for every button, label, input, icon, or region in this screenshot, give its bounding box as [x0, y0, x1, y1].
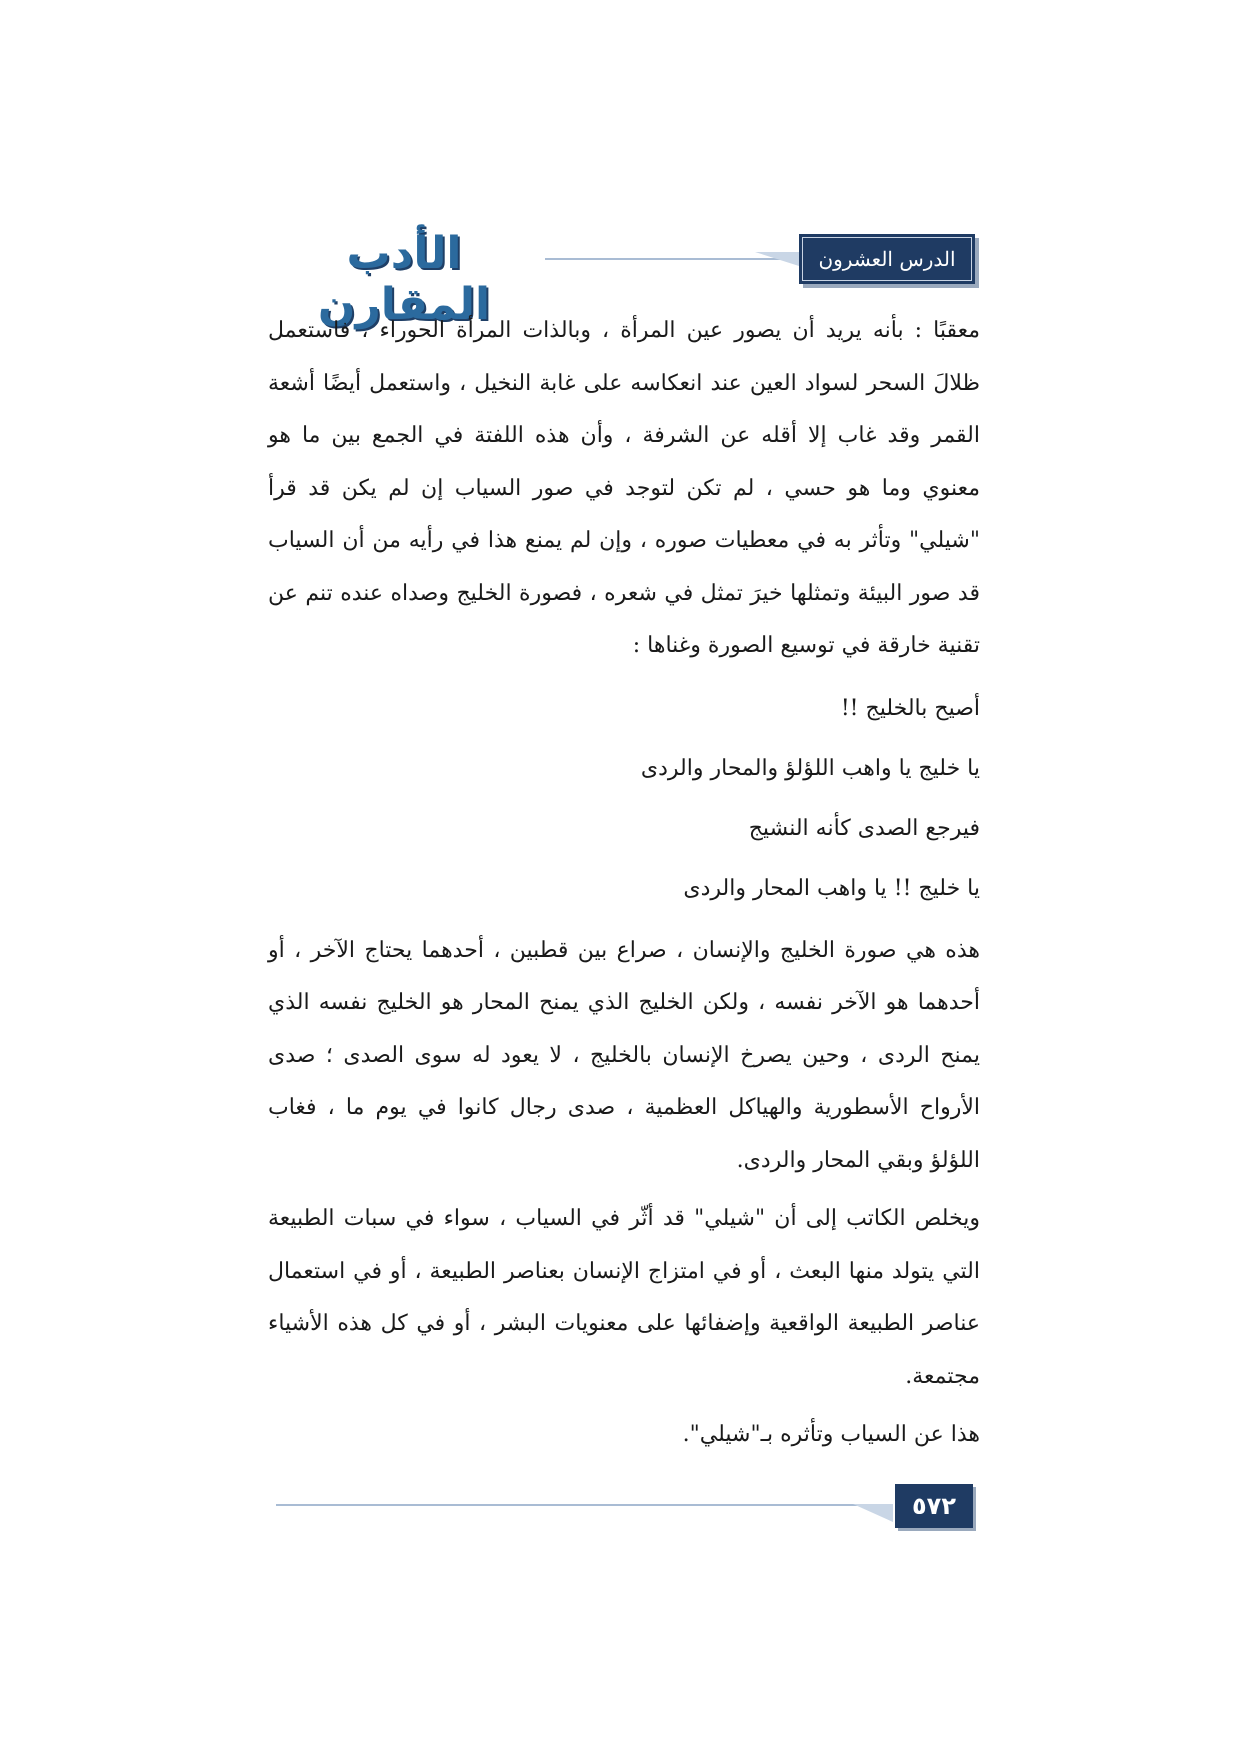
verse-line-2: يا خليج يا واهب اللؤلؤ والمحار والردى — [640, 755, 980, 781]
paragraph-3: ويخلص الكاتب إلى أن "شيلي" قد أثّر في السياب ، سواء في سبات الطبيعة التي يتولد منها البعث ، أو في امتزاج الإنسان بعناصر الطبيعة ، أو في استعمال عناصر الطبيعة الواقعية وإضفائها على معنويات البشر ، أو في كل هذه الأشياء مجتمعة. — [268, 1206, 980, 1389]
footer-wedge — [853, 1504, 893, 1522]
lesson-badge — [799, 234, 975, 284]
page-footer — [276, 1484, 973, 1532]
page-header — [270, 228, 975, 330]
lesson-label: الدرس العشرون — [802, 237, 972, 281]
verse-line-1: أصيح بالخليج !! — [840, 695, 980, 721]
verse-line-4: يا خليج !! يا واهب المحار والردى — [683, 875, 980, 901]
paragraph-1: معقبًا : بأنه يريد أن يصور عين المرأة ، وبالذات المرأة الحوراء ، فاستعمل ظلالَ السحر لسواد العين عند انعكاسه على غابة النخيل ، واستعمل أيضًا أشعة القمر وقد غاب إلا أقله عن الشرفة ، وأن هذه اللفتة في الجمع بين ما هو معنوي وما هو حسي ، لم تكن لتوجد في صور السياب إن لم يكن قد قرأ "شيلي" وتأثر به في معطيات صوره ، وإن لم يمنع هذا في رأيه من أن السياب قد صور البيئة وتمثلها خيرَ تمثل في شعره ، فصورة الخليج وصداه عنده تنم عن تقنية خارقة في توسيع الصورة وغناها : — [268, 318, 980, 658]
header-wedge — [755, 252, 799, 266]
verse-line-3: فيرجع الصدى كأنه النشيج — [748, 815, 980, 841]
book-title: الأدب المقارن — [317, 228, 491, 330]
page-body — [268, 305, 980, 1462]
footer-rule — [276, 1504, 893, 1506]
page-number: ٥٧٢ — [895, 1484, 973, 1528]
paragraph-4: هذا عن السياب وتأثره بـ"شيلي". — [682, 1422, 980, 1447]
paragraph-2: هذه هي صورة الخليج والإنسان ، صراع بين قطبين ، أحدهما يحتاج الآخر ، أو أحدهما هو الآخر نفسه ، ولكن الخليج الذي يمنح المحار هو الخليج نفسه الذي يمنح الردى ، وحين يصرخ الإنسان بالخليج ، لا يعود له سوى الصدى ؛ صدى الأرواح الأسطورية والهياكل العظمية ، صدى رجال كانوا في يوم ما ، فغاب اللؤلؤ وبقي المحار والردى. — [268, 937, 980, 1173]
